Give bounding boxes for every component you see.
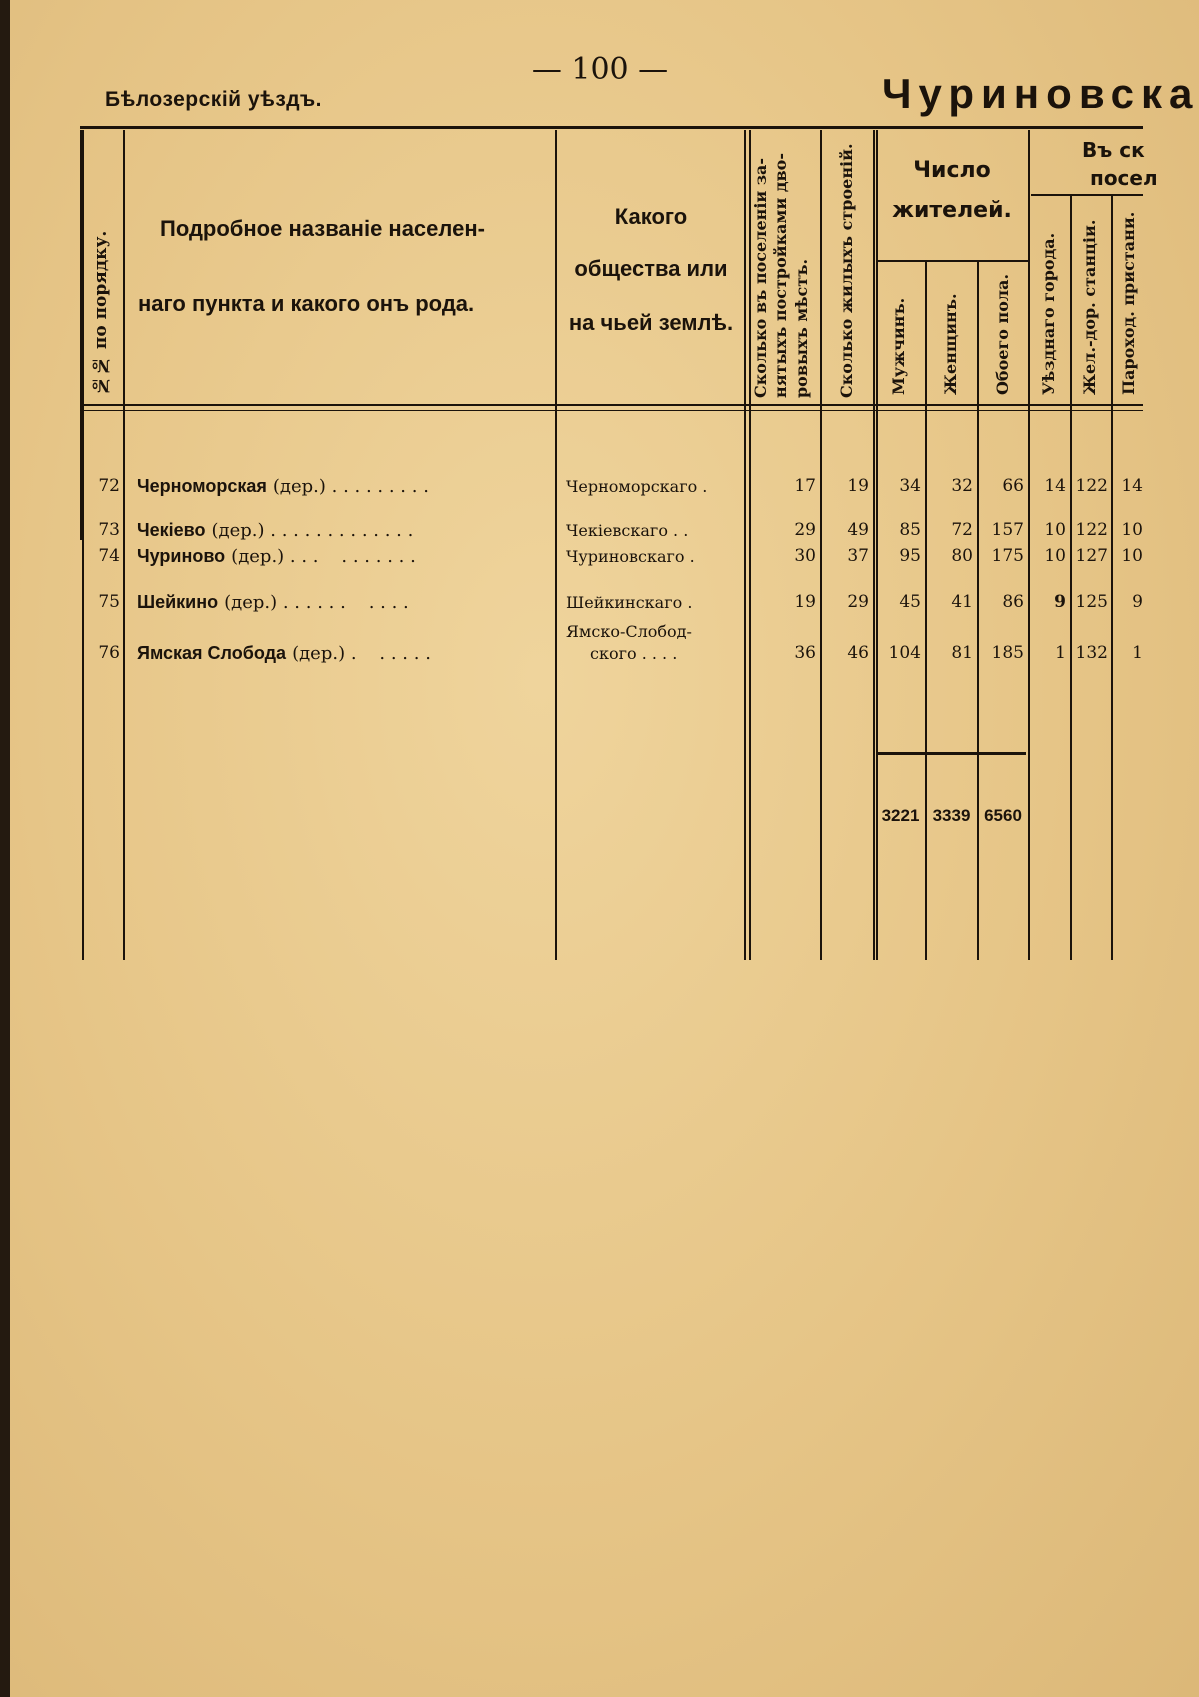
- cell-men: 45: [899, 592, 921, 612]
- cell-pier: 14: [1121, 476, 1143, 496]
- place-kind: (дер.): [211, 520, 265, 541]
- cell-households: 29: [794, 520, 816, 540]
- col-rule-buildings-2: [876, 130, 878, 960]
- page-edge: [0, 0, 10, 1697]
- leader-dots: . . . . . . . . . .: [277, 592, 409, 613]
- header-households-line2: нятыхъ постройками дво-: [771, 153, 790, 398]
- distance-subheader-rule: [1031, 194, 1143, 196]
- col-rule-name: [555, 130, 557, 960]
- place-kind: (дер.): [224, 592, 278, 613]
- place-name: [137, 546, 416, 567]
- place-kind: (дер.): [272, 476, 326, 497]
- cell-both: 66: [1002, 476, 1024, 496]
- row-number: 72: [98, 476, 120, 496]
- cell-buildings: 49: [847, 520, 869, 540]
- page-number: — 100 —: [531, 52, 669, 87]
- cell-women: 32: [951, 476, 973, 496]
- society-name: Чекіевскаго . .: [566, 521, 689, 540]
- volost-title: Чуриновска: [882, 70, 1199, 117]
- header-distance-line2: посел: [1090, 166, 1158, 190]
- table-top-rule: [80, 126, 1143, 129]
- place-name: [137, 476, 429, 497]
- place-name: [137, 592, 409, 613]
- total-men: 3221: [881, 806, 920, 825]
- cell-both: 185: [991, 643, 1024, 663]
- header-bottom-rule-2: [80, 410, 1143, 411]
- total-both: 6560: [984, 806, 1022, 825]
- district-title: Бѣлозерскій уѣздъ.: [105, 88, 322, 111]
- header-station: Жел.-дор. станціи.: [1080, 219, 1099, 395]
- header-men: Мужчинъ.: [889, 297, 908, 395]
- leader-dots: . . . . . . . . . .: [284, 546, 416, 567]
- society-name-cont: ского . . . .: [590, 644, 678, 663]
- cell-both: 157: [991, 520, 1024, 540]
- cell-households: 36: [794, 643, 816, 663]
- leader-dots: . . . . . . . . .: [325, 476, 429, 497]
- row-number: 73: [98, 520, 120, 540]
- total-women: 3339: [932, 806, 971, 825]
- header-households-line1: Сколько въ поселеніи за-: [751, 157, 770, 398]
- cell-women: 80: [951, 546, 973, 566]
- cell-town: 9: [1054, 592, 1066, 612]
- cell-buildings: 29: [847, 592, 869, 612]
- header-buildings: Сколько жилыхъ строеній.: [837, 143, 856, 398]
- place-kind: (дер.): [292, 643, 346, 664]
- cell-buildings: 19: [847, 476, 869, 496]
- col-rule-town: [1070, 196, 1072, 960]
- cell-pier: 1: [1132, 643, 1143, 663]
- population-subheader-rule: [876, 260, 1028, 262]
- society-name: Шейкинскаго .: [566, 593, 693, 612]
- header-households-line3: ровыхъ мѣстъ.: [792, 258, 811, 398]
- society-name: Черноморскаго .: [566, 477, 708, 496]
- cell-town: 1: [1055, 643, 1066, 663]
- col-rule-society: [744, 130, 746, 960]
- place-name: [137, 643, 431, 664]
- col-rule-station: [1111, 196, 1113, 960]
- cell-men: 34: [899, 476, 921, 496]
- header-bottom-rule: [80, 404, 1143, 406]
- col-rule-order: [123, 130, 125, 960]
- cell-households: 17: [794, 476, 816, 496]
- header-population-line1: Число: [913, 158, 991, 183]
- place-name-text: Чекіево: [137, 520, 206, 540]
- header-order: №№ по порядку.: [91, 230, 111, 395]
- header-society-line1: Какого: [614, 204, 688, 229]
- cell-station: 132: [1075, 643, 1108, 663]
- cell-both: 175: [991, 546, 1024, 566]
- header-pier: Пароход. пристани.: [1119, 211, 1138, 395]
- cell-pier: 10: [1121, 520, 1143, 540]
- cell-women: 72: [951, 520, 973, 540]
- header-population-line2: жителей.: [892, 198, 1012, 223]
- totals-rule: [876, 752, 1026, 755]
- cell-men: 85: [899, 520, 921, 540]
- leader-dots: . . . . . .: [345, 643, 431, 664]
- cell-station: 127: [1075, 546, 1108, 566]
- header-name-line1: Подробное названіе населен-: [160, 216, 485, 241]
- place-name: [137, 520, 413, 541]
- header-women: Женщинъ.: [941, 293, 960, 395]
- col-rule-households: [820, 130, 822, 960]
- header-society-line3: на чьей землѣ.: [568, 310, 734, 335]
- col-rule-buildings: [873, 130, 875, 960]
- cell-buildings: 46: [847, 643, 869, 663]
- header-town: Уѣзднаго города.: [1039, 232, 1058, 395]
- cell-men: 95: [899, 546, 921, 566]
- row-number: 76: [98, 643, 120, 663]
- cell-buildings: 37: [847, 546, 869, 566]
- cell-women: 41: [951, 592, 973, 612]
- place-name-text: Чуриново: [137, 546, 226, 566]
- place-name-text: Ямская Слобода: [137, 643, 287, 663]
- cell-station: 125: [1075, 592, 1108, 612]
- society-name: Чуриновскаго .: [566, 547, 695, 566]
- cell-town: 10: [1044, 546, 1066, 566]
- society-name: Ямско-Слобод-: [566, 622, 692, 641]
- col-rule-men: [925, 262, 927, 960]
- cell-men: 104: [888, 643, 921, 663]
- place-name-text: Шейкино: [137, 592, 219, 612]
- cell-town: 14: [1044, 476, 1066, 496]
- header-name-line2: наго пункта и какого онъ рода.: [138, 291, 475, 316]
- header-distance-line1: Въ ск: [1082, 138, 1145, 162]
- place-name-text: Черноморская: [137, 476, 267, 496]
- cell-station: 122: [1075, 520, 1108, 540]
- place-kind: (дер.): [231, 546, 285, 567]
- cell-pier: 9: [1132, 592, 1143, 612]
- cell-both: 86: [1002, 592, 1024, 612]
- cell-women: 81: [951, 643, 973, 663]
- col-rule-both: [1028, 130, 1030, 960]
- leader-dots: . . . . . . . . . . . . .: [264, 520, 414, 541]
- cell-town: 10: [1044, 520, 1066, 540]
- cell-households: 19: [794, 592, 816, 612]
- header-both: Обоего пола.: [993, 273, 1012, 395]
- header-society-line2: общества или: [574, 256, 728, 281]
- row-number: 75: [98, 592, 120, 612]
- cell-households: 30: [794, 546, 816, 566]
- cell-station: 122: [1075, 476, 1108, 496]
- row-number: 74: [98, 546, 120, 566]
- cell-pier: 10: [1121, 546, 1143, 566]
